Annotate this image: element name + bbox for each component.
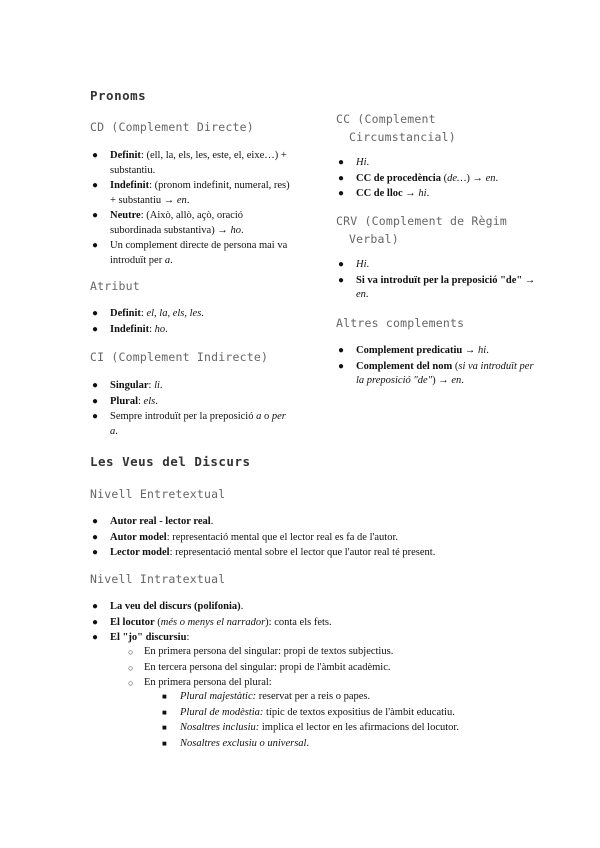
list-crv — [336, 258, 541, 304]
list-item: ● El "jo" discursiu: — [90, 631, 520, 646]
heading-cc — [336, 110, 456, 146]
bullet-icon: ● — [338, 172, 345, 184]
bullet-icon: ● — [92, 516, 99, 527]
list-item: ● Definit: el, la, els, les. — [90, 307, 290, 322]
bullet-icon: ● — [92, 616, 99, 628]
list-item: ● Indefinit: (pronom indefinit, numeral, res) + substantiu → en. — [92, 180, 290, 206]
bullet-icon: ● — [92, 308, 99, 319]
bullet-icon: ● — [338, 259, 345, 270]
circle-bullet-icon: ○ — [128, 678, 134, 688]
heading-crv-line1: CRV (Complement de Règim — [336, 214, 507, 228]
list-jo-discursiu — [128, 645, 528, 692]
square-bullet-icon: ■ — [162, 692, 167, 701]
list-item: ■ Plural de modèstia: típic de textos expositius de l'àmbit educatiu. — [162, 706, 542, 721]
square-bullet-icon: ■ — [162, 723, 167, 732]
heading-crv — [336, 212, 507, 248]
list-item: ■ Plural majestàtic: reservat per a reis o papes. — [162, 690, 542, 705]
bullet-icon: ● — [338, 345, 345, 356]
bullet-icon: ● — [92, 240, 99, 251]
heading-intratextual: Nivell Intratextual — [90, 572, 226, 586]
bullet-icon: ● — [92, 547, 99, 558]
bullet-icon: ● — [92, 323, 99, 335]
list-item: ● Un complement directe de persona mai va introduït per a. — [92, 240, 288, 266]
bullet-icon: ● — [92, 411, 99, 422]
heading-entretextual: Nivell Entretextual — [90, 487, 226, 501]
heading-cc-line2: Circumstancial) — [349, 130, 456, 144]
circle-bullet-icon: ○ — [128, 647, 134, 657]
circle-bullet-icon: ○ — [128, 662, 134, 673]
heading-atribut: Atribut — [90, 279, 140, 293]
list-item: ● Sempre introduït per la preposició a o per a. — [92, 411, 286, 437]
list-item: ● Complement predicatiu → hi. — [336, 344, 541, 359]
section-title-veus: Les Veus del Discurs — [90, 454, 251, 469]
list-item: ■ Nosaltres exclusiu o universal. — [162, 737, 542, 752]
bullet-icon: ● — [92, 180, 99, 191]
heading-crv-line2: Verbal) — [349, 232, 399, 246]
square-bullet-icon: ■ — [162, 707, 167, 717]
heading-altres: Altres complements — [336, 316, 465, 330]
bullet-icon: ● — [92, 632, 99, 643]
list-item: ● Autor model: representació mental que el lector real es fa de l'autor. — [90, 531, 520, 546]
list-item: ● La veu del discurs (polifonia). — [90, 600, 520, 615]
list-item: ○ En primera persona del plural: — [128, 676, 528, 691]
bullet-icon: ● — [92, 395, 99, 407]
bullet-icon: ● — [338, 157, 345, 168]
list-item: ● Lector model: representació mental sobre el lector que l'autor real té present. — [90, 546, 520, 561]
bullet-icon: ● — [92, 210, 99, 221]
list-item: ● Si va introduït per la preposició "de" → en. — [338, 274, 536, 300]
list-altres — [336, 344, 541, 390]
list-item: ● Autor real - lector real. — [90, 515, 520, 530]
section-title-pronoms: Pronoms — [90, 88, 147, 103]
bullet-icon: ● — [92, 380, 99, 391]
list-item: ● Hi. — [336, 258, 541, 273]
list-intratextual — [90, 600, 520, 647]
list-item: ● Neutre: (Això, allò, açò, oració subordinada substantiva) → ho. — [92, 210, 244, 236]
bullet-icon: ● — [92, 531, 99, 543]
bullet-icon: ● — [92, 150, 99, 161]
list-entretextual — [90, 515, 520, 562]
heading-cc-line1: CC (Complement — [336, 112, 436, 126]
list-atribut — [90, 307, 290, 338]
list-item: ● Singular: li. — [90, 379, 290, 394]
bullet-icon: ● — [92, 601, 99, 612]
bullet-icon: ● — [338, 274, 345, 286]
list-item: ● El locutor (més o menys el narrador): conta els fets. — [90, 616, 520, 631]
bullet-icon: ● — [338, 360, 345, 372]
list-item: ● CC de procedència (de…) → en. — [336, 172, 541, 187]
bullet-icon: ● — [338, 188, 345, 199]
heading-ci: CI (Complement Indirecte) — [90, 350, 269, 364]
list-item: ● Definit: (ell, la, els, les, este, el, eixe…) + substantiu. — [92, 150, 287, 176]
list-item: ○ En primera persona del singular: propi de textos subjectius. — [128, 645, 528, 660]
list-item: ■ Nosaltres inclusiu: implica el lector en les afirmacions del locutor. — [162, 721, 542, 736]
list-item: ○ En tercera persona del singular: propi de l'àmbit acadèmic. — [128, 661, 528, 676]
list-item: ● Plural: els. — [90, 395, 290, 410]
list-cc — [336, 156, 541, 203]
list-plural — [162, 690, 542, 752]
list-cd — [90, 149, 290, 269]
list-ci — [90, 379, 290, 440]
square-bullet-icon: ■ — [162, 738, 167, 748]
list-item: ● CC de lloc → hi. — [336, 187, 541, 202]
list-item: ● Complement del nom (si va introduït per la preposició "de") → en. — [338, 360, 534, 386]
list-item: ● Indefinit: ho. — [90, 323, 290, 338]
list-item: ● Hi. — [336, 156, 541, 171]
heading-cd: CD (Complement Directe) — [90, 120, 254, 134]
